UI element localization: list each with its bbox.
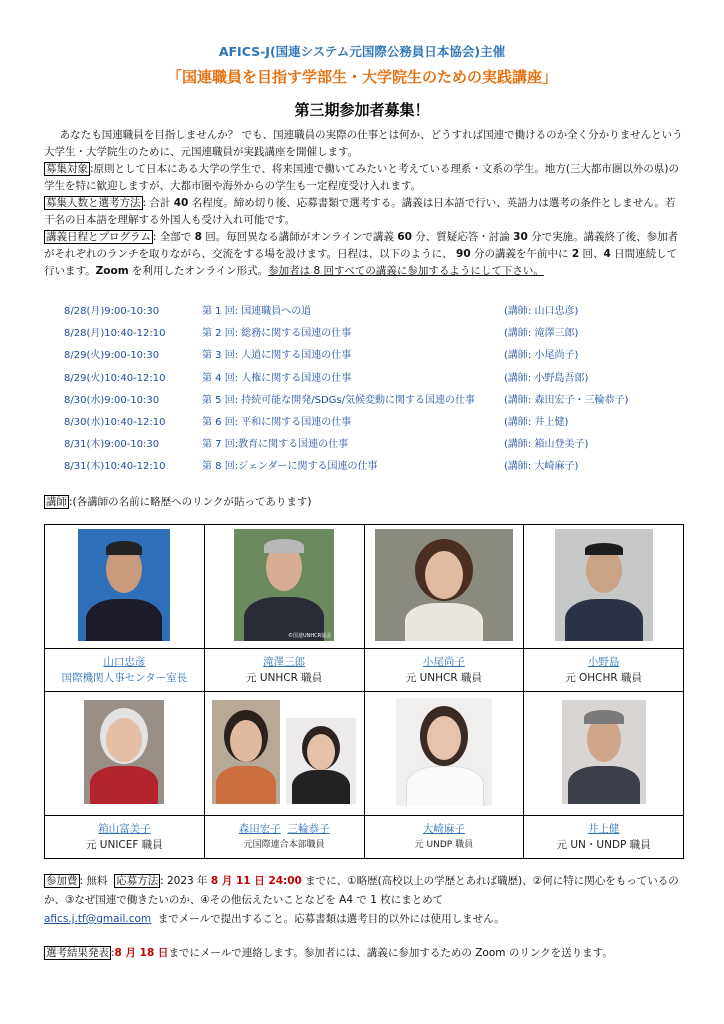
program-qa-min: 30 [513,231,528,243]
schedule-lecturer: (講師: 滝澤三郎) [504,328,579,340]
capacity-label: 募集人数と選考方法 [46,197,141,209]
lecturer-photo-obi [375,529,513,641]
apply-label: 応募方法 [116,875,159,887]
lecturer-photo-hakoyama [84,700,164,804]
lecturer-link-miwa[interactable]: 三輪恭子 [287,823,330,835]
name-cell-morita-miwa [204,816,364,859]
schedule-date: 8/29(火)10:40-12:10 [64,372,166,384]
schedule-lecturer: (講師: 森田宏子・三輪恭子) [504,394,629,406]
target-section [44,161,684,195]
result-label: 選考結果発表 [46,947,109,959]
name-cell-yamaguchi [45,649,205,692]
name-cell-obi [364,649,524,692]
schedule-date: 8/31(木)10:40-12:10 [64,461,166,473]
photo-cell-morita-miwa [204,692,364,816]
schedule-title: 第 4 回: 人権に関する国連の仕事 [202,372,352,384]
schedule-lecturer: (講師: 小尾尚子) [504,350,579,362]
result-text-a: : [111,947,115,959]
lecturer-role-yamaguchi: 国際機関人事センター室長 [61,672,188,684]
name-cell-osaki [364,816,524,859]
lecturer-role-takizawa: 元 UNHCR 職員 [246,672,323,684]
schedule-title: 第 8 回:ジェンダーに関する国連の仕事 [202,461,378,473]
schedule-row [64,346,704,368]
target-text: :原則として日本にある大学の学生で、将来国連で働いてみたいと考えている理系・文系の学生。地方(三大都市圏以外の県)の学生を特に歓迎しますが、大都市圏や海外からの学生も一定程度受け入れます。 [44,163,680,192]
fee-label: 参加費 [46,875,78,887]
course-title: 「国連職員を目指す学部生・大学院生のための実践講座」 [166,68,557,86]
fee-text: : 無料 [79,875,108,887]
photo-cell-onojima [524,525,684,649]
target-label: 募集対象 [46,163,88,175]
name-cell-onojima [524,649,684,692]
schedule-lecturer: (講師: 山口忠彦) [504,306,579,317]
schedule-lecturer: (講師: 小野島吾郎) [504,372,589,384]
apply-text-c: までメールで提出すること。応募書類は選考目的以外には使用しません。 [157,913,505,925]
photo-cell-yamaguchi [45,525,205,649]
lecturer-link-yamaguchi[interactable]: 山口忠彦 [103,656,146,668]
schedule-title: 第 3 回: 人道に関する国連の仕事 [202,350,352,362]
lecturer-role-onojima: 元 OHCHR 職員 [565,672,643,684]
program-text-b: 回。毎回異なる講師がオンラインで講義 [205,231,394,243]
program-underlined: 参加者は 8 回すべての講義に参加するようにして下さい。 [268,265,544,277]
result-text-b: までにメールで連絡します。参加者には、講義に参加するための Zoom のリンクを送ります。 [168,947,613,959]
lecturer-role-osaki: 元 UNDP 職員 [414,840,474,850]
photo-cell-hakoyama [45,692,205,816]
lecturer-link-onojima[interactable]: 小野島 [587,656,620,668]
result-date: 8 月 18 日 [114,947,169,959]
program-text-f: 回、 [582,248,604,260]
program-text-h: を利用したオンライン形式。 [132,265,269,277]
lecturer-role-obi: 元 UNHCR 職員 [405,672,482,684]
result-section [44,944,684,963]
recruitment-heading: 第三期参加者募集！ [294,101,430,119]
schedule-row [64,435,704,457]
program-per-day: 2 [571,248,580,260]
lecturer-role-hakoyama: 元 UNICEF 職員 [85,839,163,851]
lecturer-link-obi[interactable]: 小尾尚子 [422,656,465,668]
lecturer-photo-inoue [562,700,646,804]
photo-cell-takizawa [204,525,364,649]
lecturer-link-osaki[interactable]: 大崎麻子 [422,823,465,835]
program-text-c: 分、質疑応答・討論 [415,231,510,243]
schedule-row [64,324,704,346]
capacity-text-a: : 合計 [142,197,171,209]
lecturer-photo-takizawa [234,529,334,641]
schedule-list [64,302,704,480]
lecturer-photo-yamaguchi [78,529,170,641]
schedule-lecturer: (講師: 大崎麻子) [504,461,579,473]
schedule-date: 8/28(月)9:00-10:30 [64,306,160,317]
intro-paragraph [44,127,684,280]
organizer-heading: AFICS-J(国連システム元国際公務員日本協会)主催 [218,44,506,59]
schedule-title: 第 6 回: 平和に関する国連の仕事 [202,416,352,428]
schedule-row [64,457,704,479]
lecturer-photo-onojima [555,529,653,641]
schedule-title: 第 1 回: 国連職員への道 [202,306,312,317]
schedule-date: 8/28(月)10:40-12:10 [64,328,166,340]
schedule-row [64,413,704,435]
lecturer-photo-morita [212,700,280,804]
schedule-lecturer: (講師: 井上健) [504,416,569,428]
program-label: 講義日程とプログラム [46,231,151,243]
program-text-g: 日間連続して行います。 [44,248,678,277]
program-sessions: 8 [194,231,202,243]
schedule-row [64,302,704,324]
photo-cell-obi [364,525,524,649]
lecturer-link-inoue[interactable]: 井上健 [587,823,620,835]
capacity-section [44,195,684,229]
schedule-row [64,369,704,391]
schedule-title: 第 5 回: 持続可能な開発/SDGs/気候変動に関する国連の仕事 [202,394,476,406]
contact-email-link[interactable]: afics.j.tf@gmail.com [44,913,152,925]
program-lecture-min: 60 [397,231,412,243]
lecturer-role-morita-miwa: 元国際連合本部職員 [243,840,325,850]
intro-text: あなたも国連職員を目指しませんか？ でも、国連職員の実際の仕事とは何か、どうすれば国連で働けるのか全く分かりませんという大学生・大学院生のために、元国連職員が実践講座を開催します。 [44,129,683,158]
schedule-lecturer: (講師: 箱山登美子) [504,439,589,451]
lecturers-note-text: :(各講師の名前に略歴へのリンクが貼ってあります) [69,496,312,508]
schedule-date: 8/30(水)9:00-10:30 [64,394,160,406]
lecturer-photo-osaki [396,698,492,806]
lecturers-label: 講師 [46,496,67,508]
name-cell-inoue [524,816,684,859]
program-zoom: Zoom [95,265,129,277]
program-section [44,229,684,280]
program-text-a: : 全部で [152,231,192,243]
schedule-title: 第 7 回:教育に関する国連の仕事 [202,439,349,451]
capacity-count: 40 [173,197,189,209]
name-cell-hakoyama [45,816,205,859]
schedule-title: 第 2 回: 総務に関する国連の仕事 [202,328,352,340]
name-cell-takizawa [204,649,364,692]
photo-caption: ©国連UNHCR協会 [287,632,332,639]
photo-cell-inoue [524,692,684,816]
apply-text-b: までに、①略歴(高校以上の学歴とあれば職歴)、②何に特に関心をもっているのか、③なぜ国連で働きたいのか、④その他伝えたいことなどを A4 で 1 枚にまとめて [44,875,679,906]
lecturer-link-morita[interactable]: 森田宏子 [238,823,281,835]
program-text-d: 分で実施。講義終了後、参加者がそれぞれのランチを取りながら、交流をする場を設けます。日程は、以下のように、 [44,231,679,260]
lecturer-role-inoue: 元 UN・UNDP 職員 [556,839,651,851]
capacity-text-b: 名程度。締め切り後、応募書類で選考する。講義は日本語で行い、英語力は選考の条件としません。若干名の日本語を理解する外国人も受け入れ可能です。 [44,197,676,226]
lecturer-photo-miwa [286,718,356,804]
program-text-e: 分の講義を午前中に [473,248,569,260]
schedule-date: 8/29(火)9:00-10:30 [64,350,160,362]
schedule-date: 8/31(木)9:00-10:30 [64,439,160,451]
lecturer-link-hakoyama[interactable]: 箱山富美子 [98,823,151,835]
apply-text-a: : 2023 年 [160,875,208,887]
program-days: 4 [603,248,611,260]
lecturers-note [44,494,312,509]
photo-cell-osaki [364,692,524,816]
apply-section [44,872,684,929]
program-len-min: 90 [456,248,471,260]
lecturer-grid [44,524,684,859]
apply-deadline: 8 月 11 日 24:00 [210,875,302,887]
schedule-date: 8/30(水)10:40-12:10 [64,416,166,428]
lecturer-link-takizawa[interactable]: 滝澤三郎 [263,656,306,668]
schedule-row [64,391,704,413]
